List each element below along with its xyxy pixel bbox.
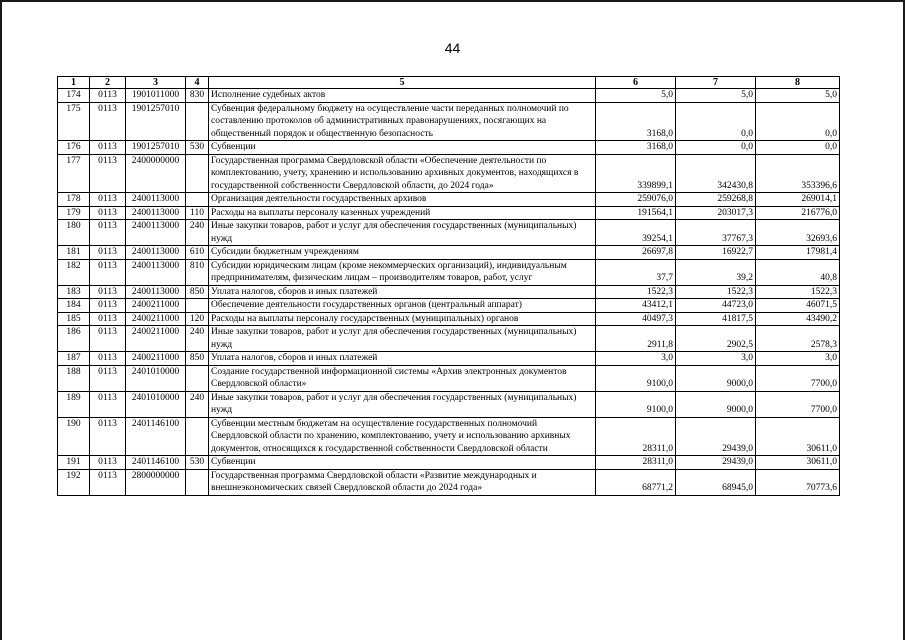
table-row [58,193,840,207]
item-name-cell: Исполнение судебных актов [209,89,596,103]
page-number: 44 [444,40,461,56]
item-name-cell: Иные закупки товаров, работ и услуг для обеспечения государственных (муниципальных) нужд [209,220,596,246]
section-code-cell: 0113 [90,220,126,246]
target-item-cell: 2400211000 [126,312,186,326]
amount-col7-cell: 16922,7 [676,246,756,260]
amount-col7-cell: 9000,0 [676,365,756,391]
header-cell-5: 5 [209,77,596,89]
amount-col7-cell: 39,2 [676,259,756,285]
amount-col7-cell: 5,0 [676,89,756,103]
section-code-cell: 0113 [90,469,126,495]
row-number-cell: 177 [58,154,90,193]
row-number-cell: 186 [58,326,90,352]
target-item-cell: 2800000000 [126,469,186,495]
amount-col6-cell: 259076,0 [596,193,676,207]
item-name-cell: Субсидии бюджетным учреждениям [209,246,596,260]
expense-type-cell: 240 [186,326,209,352]
table-row [58,285,840,299]
expense-type-cell [186,299,209,313]
section-code-cell: 0113 [90,417,126,456]
item-name-cell: Государственная программа Свердловской области «Развитие международных и внешнеэкономических связей Свердловской области до 2024 года» [209,469,596,495]
expense-type-cell [186,469,209,495]
header-cell-8: 8 [756,77,840,89]
amount-col7-cell: 259268,8 [676,193,756,207]
row-number-cell: 178 [58,193,90,207]
section-code-cell: 0113 [90,312,126,326]
target-item-cell: 2401010000 [126,365,186,391]
expense-type-cell: 810 [186,259,209,285]
amount-col6-cell: 26697,8 [596,246,676,260]
amount-col8-cell: 1522,3 [756,285,840,299]
section-code-cell: 0113 [90,352,126,366]
amount-col8-cell: 0,0 [756,141,840,155]
row-number-cell: 181 [58,246,90,260]
scan-border-left [0,0,2,640]
row-number-cell: 175 [58,102,90,141]
expense-type-cell [186,365,209,391]
expense-type-cell [186,154,209,193]
header-cell-3: 3 [126,77,186,89]
table-row [58,365,840,391]
header-cell-7: 7 [676,77,756,89]
amount-col8-cell: 46071,5 [756,299,840,313]
target-item-cell: 2400211000 [126,326,186,352]
table-row [58,246,840,260]
section-code-cell: 0113 [90,154,126,193]
item-name-cell: Государственная программа Свердловской области «Обеспечение деятельности по комплектованию, учету, хранению и использованию архивных документов, находящихся в государственной собственности Свердловской области, до 2024 года» [209,154,596,193]
row-number-cell: 180 [58,220,90,246]
table-row [58,259,840,285]
item-name-cell: Субвенции местным бюджетам на осуществление государственных полномочий Свердловской области по хранению, комплектованию, учету и использованию архивных документов, относящихся к государственной собственности Свердловской области [209,417,596,456]
section-code-cell: 0113 [90,259,126,285]
item-name-cell: Субвенции [209,141,596,155]
amount-col7-cell: 2902,5 [676,326,756,352]
target-item-cell: 2400000000 [126,154,186,193]
amount-col6-cell: 68771,2 [596,469,676,495]
target-item-cell: 2400113000 [126,246,186,260]
header-row [58,77,840,89]
header-cell-4: 4 [186,77,209,89]
expense-type-cell [186,193,209,207]
target-item-cell: 2401146100 [126,417,186,456]
target-item-cell: 2401010000 [126,391,186,417]
section-code-cell: 0113 [90,246,126,260]
item-name-cell: Уплата налогов, сборов и иных платежей [209,352,596,366]
target-item-cell: 2400113000 [126,220,186,246]
target-item-cell: 2400211000 [126,352,186,366]
table-row [58,469,840,495]
amount-col7-cell: 1522,3 [676,285,756,299]
target-item-cell: 1901257010 [126,141,186,155]
amount-col7-cell: 37767,3 [676,220,756,246]
row-number-cell: 192 [58,469,90,495]
table-row [58,417,840,456]
amount-col7-cell: 29439,0 [676,417,756,456]
amount-col7-cell: 41817,5 [676,312,756,326]
amount-col6-cell: 339899,1 [596,154,676,193]
item-name-cell: Субвенция федеральному бюджету на осуществление части переданных полномочий по составлению протоколов об административных правонарушениях, посягающих на общественный порядок и общественную безопасность [209,102,596,141]
amount-col7-cell: 203017,3 [676,206,756,220]
target-item-cell: 2400113000 [126,206,186,220]
amount-col7-cell: 68945,0 [676,469,756,495]
section-code-cell: 0113 [90,141,126,155]
item-name-cell: Обеспечение деятельности государственных органов (центральный аппарат) [209,299,596,313]
target-item-cell: 2400113000 [126,259,186,285]
item-name-cell: Субвенции [209,456,596,470]
target-item-cell: 2401146100 [126,456,186,470]
row-number-cell: 191 [58,456,90,470]
row-number-cell: 184 [58,299,90,313]
amount-col6-cell: 5,0 [596,89,676,103]
expense-type-cell: 120 [186,312,209,326]
amount-col6-cell: 9100,0 [596,391,676,417]
row-number-cell: 185 [58,312,90,326]
amount-col7-cell: 3,0 [676,352,756,366]
expense-type-cell: 110 [186,206,209,220]
table-row [58,352,840,366]
amount-col7-cell: 44723,0 [676,299,756,313]
amount-col8-cell: 5,0 [756,89,840,103]
amount-col8-cell: 353396,6 [756,154,840,193]
item-name-cell: Уплата налогов, сборов и иных платежей [209,285,596,299]
section-code-cell: 0113 [90,193,126,207]
table-row [58,141,840,155]
section-code-cell: 0113 [90,456,126,470]
amount-col8-cell: 0,0 [756,102,840,141]
table-row [58,102,840,141]
budget-table [57,76,840,496]
table-row [58,89,840,103]
expense-type-cell: 610 [186,246,209,260]
item-name-cell: Расходы на выплаты персоналу казенных учреждений [209,206,596,220]
expense-type-cell: 850 [186,285,209,299]
header-cell-1: 1 [58,77,90,89]
target-item-cell: 2400211000 [126,299,186,313]
item-name-cell: Иные закупки товаров, работ и услуг для обеспечения государственных (муниципальных) нужд [209,326,596,352]
amount-col6-cell: 3168,0 [596,102,676,141]
amount-col6-cell: 37,7 [596,259,676,285]
amount-col6-cell: 28311,0 [596,456,676,470]
amount-col6-cell: 9100,0 [596,365,676,391]
expense-type-cell: 530 [186,141,209,155]
amount-col8-cell: 269014,1 [756,193,840,207]
amount-col8-cell: 30611,0 [756,456,840,470]
item-name-cell: Создание государственной информационной системы «Архив электронных документов Свердловской области» [209,365,596,391]
amount-col7-cell: 9000,0 [676,391,756,417]
expense-type-cell: 850 [186,352,209,366]
table-row [58,326,840,352]
amount-col6-cell: 3,0 [596,352,676,366]
amount-col8-cell: 7700,0 [756,391,840,417]
section-code-cell: 0113 [90,365,126,391]
expense-type-cell: 830 [186,89,209,103]
amount-col8-cell: 43490,2 [756,312,840,326]
row-number-cell: 179 [58,206,90,220]
table-row [58,456,840,470]
amount-col8-cell: 2578,3 [756,326,840,352]
amount-col6-cell: 28311,0 [596,417,676,456]
item-name-cell: Расходы на выплаты персоналу государственных (муниципальных) органов [209,312,596,326]
table-row [58,206,840,220]
amount-col6-cell: 191564,1 [596,206,676,220]
section-code-cell: 0113 [90,299,126,313]
section-code-cell: 0113 [90,326,126,352]
amount-col6-cell: 1522,3 [596,285,676,299]
item-name-cell: Субсидии юридическим лицам (кроме некоммерческих организаций), индивидуальным предпринимателям, физическим лицам – производителям товаров, работ, услуг [209,259,596,285]
section-code-cell: 0113 [90,102,126,141]
amount-col8-cell: 40,8 [756,259,840,285]
row-number-cell: 189 [58,391,90,417]
amount-col7-cell: 0,0 [676,141,756,155]
section-code-cell: 0113 [90,391,126,417]
expense-type-cell [186,102,209,141]
amount-col8-cell: 17981,4 [756,246,840,260]
row-number-cell: 182 [58,259,90,285]
section-code-cell: 0113 [90,89,126,103]
amount-col6-cell: 3168,0 [596,141,676,155]
header-cell-2: 2 [90,77,126,89]
row-number-cell: 176 [58,141,90,155]
row-number-cell: 174 [58,89,90,103]
amount-col7-cell: 0,0 [676,102,756,141]
target-item-cell: 2400113000 [126,193,186,207]
table-row [58,220,840,246]
header-cell-6: 6 [596,77,676,89]
amount-col8-cell: 7700,0 [756,365,840,391]
expense-type-cell: 530 [186,456,209,470]
expense-type-cell: 240 [186,220,209,246]
target-item-cell: 2400113000 [126,285,186,299]
row-number-cell: 187 [58,352,90,366]
table-row [58,154,840,193]
amount-col6-cell: 40497,3 [596,312,676,326]
row-number-cell: 190 [58,417,90,456]
amount-col6-cell: 2911,8 [596,326,676,352]
amount-col8-cell: 216776,0 [756,206,840,220]
amount-col8-cell: 32693,6 [756,220,840,246]
amount-col8-cell: 3,0 [756,352,840,366]
amount-col6-cell: 39254,1 [596,220,676,246]
scan-border-top [0,0,905,2]
amount-col7-cell: 29439,0 [676,456,756,470]
section-code-cell: 0113 [90,206,126,220]
item-name-cell: Организация деятельности государственных архивов [209,193,596,207]
row-number-cell: 183 [58,285,90,299]
amount-col8-cell: 30611,0 [756,417,840,456]
amount-col7-cell: 342430,8 [676,154,756,193]
target-item-cell: 1901011000 [126,89,186,103]
section-code-cell: 0113 [90,285,126,299]
expense-type-cell: 240 [186,391,209,417]
target-item-cell: 1901257010 [126,102,186,141]
row-number-cell: 188 [58,365,90,391]
amount-col6-cell: 43412,1 [596,299,676,313]
table-row [58,391,840,417]
amount-col8-cell: 70773,6 [756,469,840,495]
table-row [58,312,840,326]
item-name-cell: Иные закупки товаров, работ и услуг для обеспечения государственных (муниципальных) нужд [209,391,596,417]
table-row [58,299,840,313]
expense-type-cell [186,417,209,456]
